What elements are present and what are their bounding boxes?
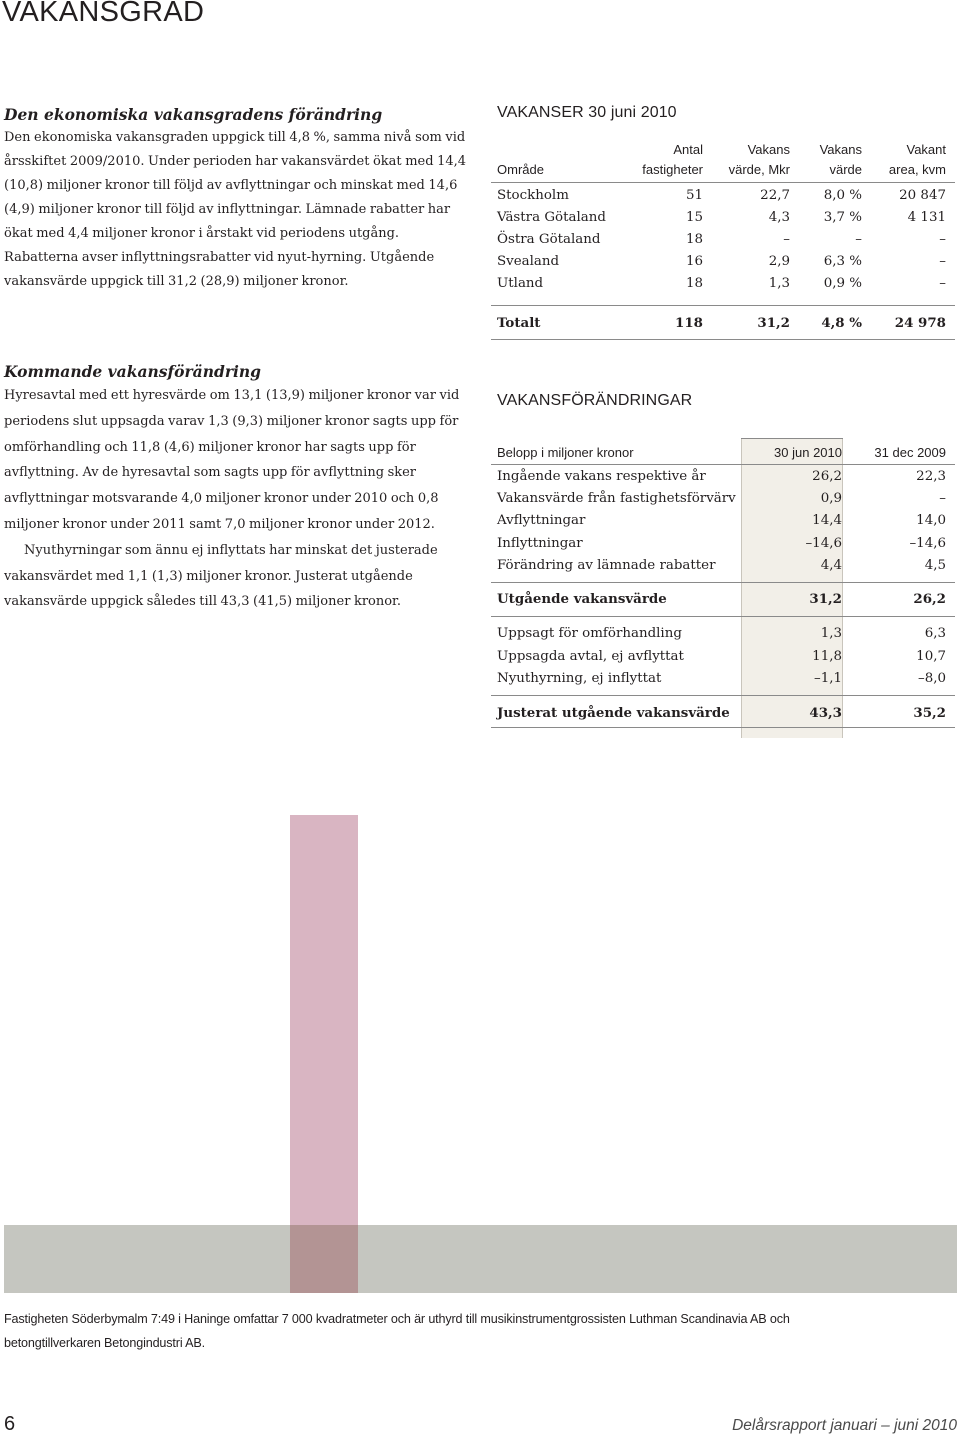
cell-space: –: [939, 254, 946, 269]
table-row: [491, 466, 955, 488]
header-col-a: 30 jun 2010: [774, 445, 842, 460]
table-header: [491, 438, 955, 465]
cell-a: 4,4: [820, 558, 842, 573]
cell-area: Stockholm: [497, 188, 569, 203]
cell-space: 20 847: [899, 188, 946, 203]
cell-rate: –: [855, 232, 862, 247]
cell-rate: 8,0 %: [823, 188, 862, 203]
cell-value: 1,3: [768, 276, 790, 291]
cell-space: –: [939, 232, 946, 247]
cell-area: Totalt: [497, 315, 541, 331]
cell-label: Ingående vakans respektive år: [497, 469, 706, 484]
vacancy-changes-table: [491, 438, 955, 738]
cell-value: 22,7: [760, 188, 790, 203]
photo-caption: Fastigheten Söderbymalm 7:49 i Haninge omfattar 7 000 kvadratmeter och är uthyrd till musikinstrumentgrossisten Luthman Scandinavia AB och betongtillverkaren Betongindustri AB.: [4, 1312, 790, 1350]
cell-b: 10,7: [916, 649, 946, 664]
cell-a: 14,4: [812, 513, 842, 528]
cell-count: 18: [685, 232, 703, 247]
table-rule: [491, 616, 955, 617]
table-row: [491, 488, 955, 510]
header-area: Område: [497, 162, 544, 177]
table-row: [491, 533, 955, 555]
page-number: 6: [4, 1413, 16, 1435]
photo-grey-band: [4, 1225, 957, 1293]
cell-label: Justerat utgående vakansvärde: [497, 705, 730, 721]
cell-area: Svealand: [497, 254, 560, 269]
header-count-2: fastigheter: [642, 162, 703, 177]
table-rule: [491, 695, 955, 696]
cell-rate: 3,7 %: [823, 210, 862, 225]
cell-a: 31,2: [809, 591, 842, 607]
cell-value: 2,9: [768, 254, 790, 269]
cell-rate: 0,9 %: [823, 276, 862, 291]
cell-space: 24 978: [894, 315, 946, 331]
header-space-1: Vakant: [906, 142, 946, 157]
header-count-1: Antal: [673, 142, 703, 157]
body-paragraph: Nyuthyrningar som ännu ej inflyttats har minskat det justerade vakansvärdet med 1,1 (1,3) miljoner kronor. Justerat utgående vakansvärde uppgick således till 43,3 (41,5) miljoner kronor.: [4, 542, 438, 610]
cell-b: 4,5: [924, 558, 946, 573]
cell-label: Förändring av lämnade rabatter: [497, 558, 716, 573]
cell-b: –14,6: [909, 536, 946, 551]
cell-label: Uppsagda avtal, ej avflyttat: [497, 649, 684, 664]
cell-count: 16: [685, 254, 703, 269]
cell-b: 22,3: [916, 469, 946, 484]
table-rule: [491, 727, 955, 728]
cell-a: –14,6: [805, 536, 842, 551]
table-rule: [491, 582, 955, 583]
table-row: [491, 273, 955, 295]
cell-b: 35,2: [913, 705, 946, 721]
cell-label: Uppsagt för omförhandling: [497, 626, 682, 641]
header-value-1: Vakans: [747, 142, 790, 157]
section-heading: Den ekonomiska vakansgradens förändring: [4, 105, 383, 124]
cell-count: 51: [685, 188, 703, 203]
header-space-2: area, kvm: [888, 162, 946, 177]
cell-rate: 4,8 %: [821, 315, 862, 331]
cell-area: Utland: [497, 276, 544, 291]
footer-report-title: Delårsrapport januari – juni 2010: [732, 1417, 957, 1434]
table-row: [491, 229, 955, 251]
header-label: Belopp i miljoner kronor: [497, 445, 634, 460]
cell-space: 4 131: [907, 210, 946, 225]
cell-count: 15: [685, 210, 703, 225]
table-header: [491, 128, 955, 183]
table-total-row: [491, 305, 955, 340]
table-subtotal-row: [491, 588, 955, 610]
vacancy-table: [491, 128, 955, 340]
page-title: VAKANSGRAD: [2, 0, 205, 28]
cell-area: Östra Götaland: [497, 232, 601, 247]
header-rate-2: värde: [829, 162, 862, 177]
table-row: [491, 510, 955, 532]
cell-a: 0,9: [820, 491, 842, 506]
cell-label: Avflyttningar: [497, 513, 586, 528]
cell-a: –1,1: [814, 671, 842, 686]
cell-label: Utgående vakansvärde: [497, 591, 667, 607]
cell-value: 31,2: [757, 315, 790, 331]
section-vacancy-change: [4, 104, 476, 294]
section-upcoming-vacancy: [4, 361, 476, 615]
cell-b: 26,2: [913, 591, 946, 607]
cell-count: 118: [675, 315, 703, 331]
header-col-b: 31 dec 2009: [874, 445, 946, 460]
cell-area: Västra Götaland: [497, 210, 606, 225]
cell-b: 14,0: [916, 513, 946, 528]
section-heading: Kommande vakansförändring: [4, 362, 261, 381]
cell-a: 11,8: [812, 649, 842, 664]
cell-b: –8,0: [918, 671, 946, 686]
cell-label: Vakansvärde från fastighetsförvärv: [497, 491, 736, 506]
table-row: [491, 623, 955, 645]
cell-label: Inflyttningar: [497, 536, 583, 551]
photo-overlap: [290, 1225, 358, 1293]
cell-b: 6,3: [924, 626, 946, 641]
body-paragraph: Den ekonomiska vakansgraden uppgick till 4,8 %, samma nivå som vid årsskiftet 2009/2010. Under perioden har vakansvärdet ökat med 14,4 (10,8) miljoner kronor till följd av avflyttningar och minskat med 14,6 (4,9) miljoner kronor till följd av inflyttningar. Lämnade rabatter har ökat med 4,4 miljoner kronor i årstakt vid periodens utgång. Rabatterna avser inflyttningsrabatter vid nyut-hyrning. Utgående vakansvärde uppgick till 31,2 (28,9) miljoner kronor.: [4, 130, 467, 289]
table-row: [491, 646, 955, 668]
header-value-2: värde, Mkr: [728, 162, 790, 177]
table-row: [491, 668, 955, 690]
table-title: VAKANSER 30 juni 2010: [497, 104, 677, 121]
cell-count: 18: [685, 276, 703, 291]
table-row: [491, 251, 955, 273]
table-title: VAKANSFÖRÄNDRINGAR: [497, 392, 693, 409]
cell-b: –: [939, 491, 946, 506]
table-total-row: [491, 702, 955, 724]
cell-value: 4,3: [768, 210, 790, 225]
photo-pink-bar: [290, 815, 358, 1293]
cell-value: –: [783, 232, 790, 247]
cell-a: 43,3: [809, 705, 842, 721]
table-row: [491, 207, 955, 229]
cell-rate: 6,3 %: [823, 254, 862, 269]
table-row: [491, 185, 955, 207]
table-row: [491, 555, 955, 577]
cell-label: Nyuthyrning, ej inflyttat: [497, 671, 662, 686]
cell-space: –: [939, 276, 946, 291]
body-paragraph: Hyresavtal med ett hyresvärde om 13,1 (13,9) miljoner kronor var vid periodens slut uppsagda varav 1,3 (9,3) miljoner kronor sagts upp för omförhandling och 11,8 (4,6) miljoner kronor har sagts upp för avflyttning. Av de hyresavtal som sagts upp för avflyttning sker avflyttningar motsvarande 4,0 miljoner kronor under 2010 och 0,8 miljoner kronor under 2011 samt 7,0 miljoner kronor under 2012.: [4, 388, 460, 532]
header-rate-1: Vakans: [819, 142, 862, 157]
cell-a: 26,2: [812, 469, 842, 484]
cell-a: 1,3: [820, 626, 842, 641]
